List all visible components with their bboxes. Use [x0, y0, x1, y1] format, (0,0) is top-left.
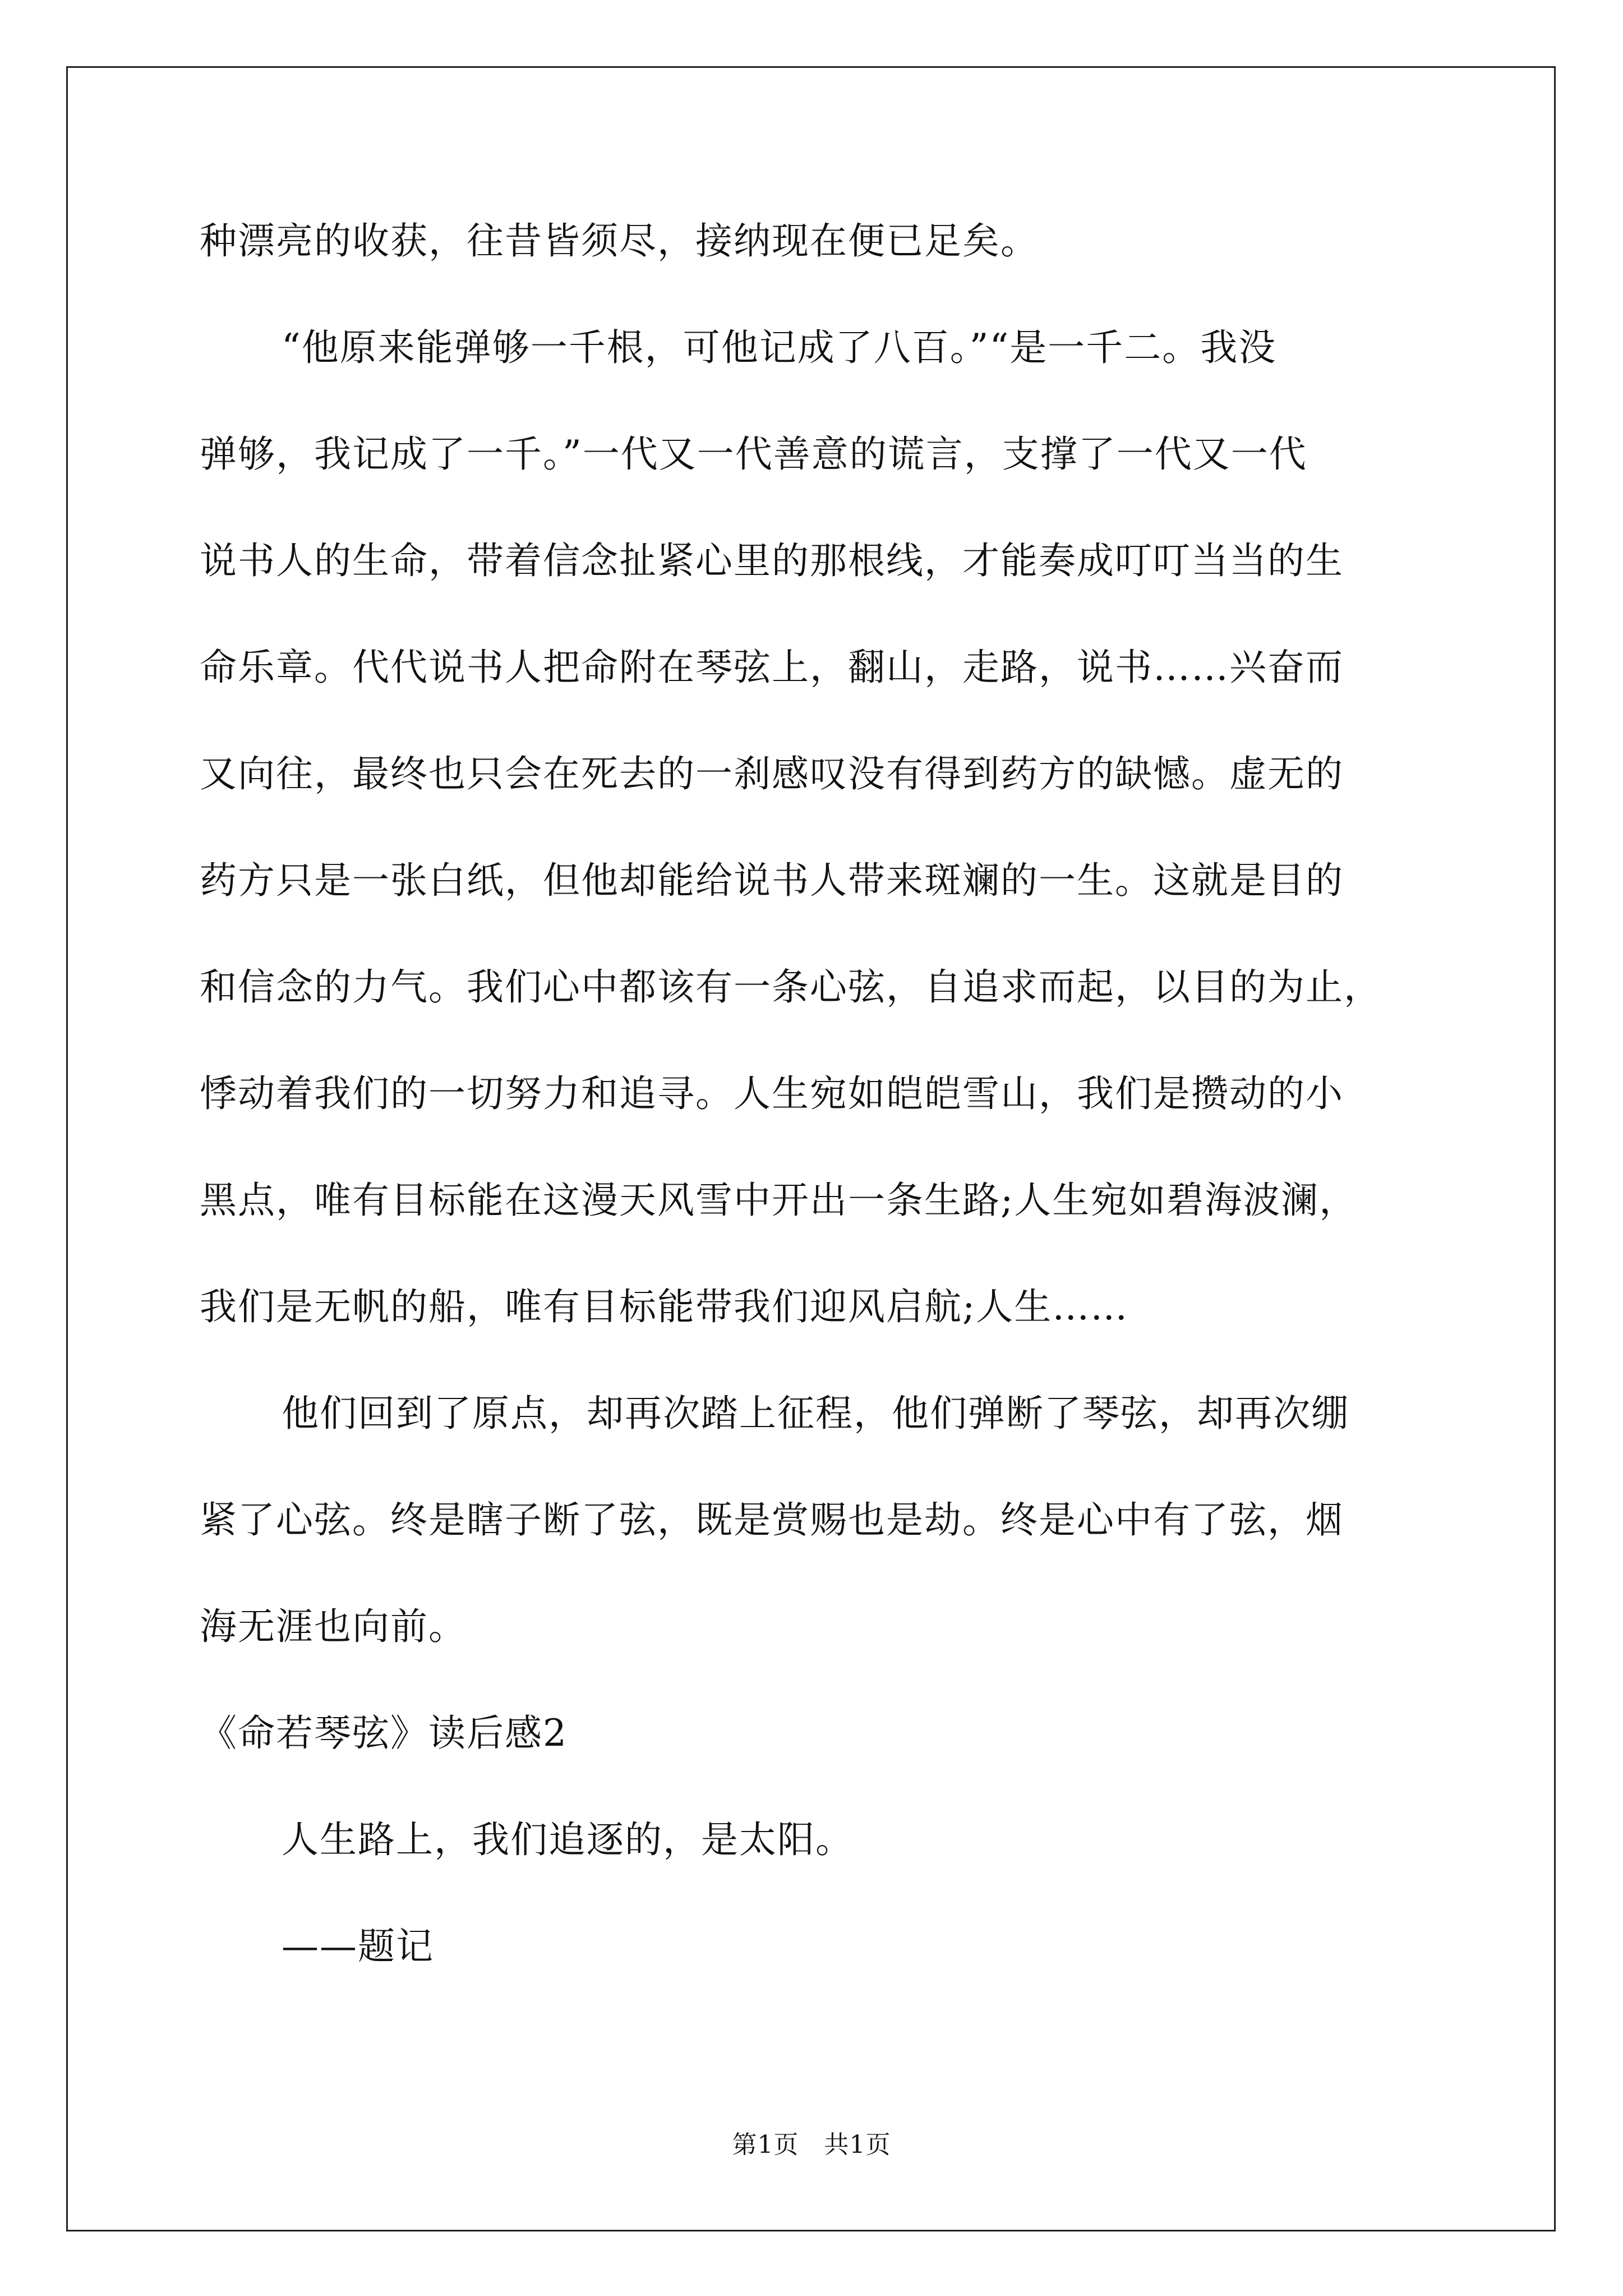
text-line: 弹够，我记成了一千。”一代又一代善意的谎言，支撑了一代又一代: [200, 432, 1307, 476]
text-line: 我们是无帆的船，唯有目标能带我们迎风启航;人生……: [200, 1285, 1129, 1328]
section-heading: 《命若琴弦》读后感2: [200, 1711, 568, 1755]
text-line: 种漂亮的收获，往昔皆须尽，接纳现在便已足矣。: [200, 219, 1039, 263]
text-line: 和信念的力气。我们心中都该有一条心弦，自追求而起，以目的为止，: [200, 965, 1382, 1009]
epigraph-attribution: ——题记: [282, 1925, 434, 1968]
text-line: 黑点，唯有目标能在这漫天风雪中开出一条生路;人生宛如碧海波澜，: [200, 1179, 1358, 1222]
epigraph-line: 人生路上，我们追逐的，是太阳。: [282, 1818, 854, 1861]
text-line: 命乐章。代代说书人把命附在琴弦上，翻山，走路，说书……兴奋而: [200, 646, 1344, 689]
page-footer: [0, 2129, 1623, 2161]
text-line: 说书人的生命，带着信念扯紧心里的那根线，才能奏成叮叮当当的生: [200, 539, 1344, 582]
text-line: 海无涯也向前。: [200, 1605, 467, 1648]
text-line: 又向往，最终也只会在死去的一刹感叹没有得到药方的缺憾。虚无的: [200, 752, 1344, 795]
page-number: 第1页: [732, 2131, 799, 2159]
paragraph-first-line: 他们回到了原点，却再次踏上征程，他们弹断了琴弦，却再次绷: [282, 1392, 1349, 1435]
page-total: 共1页: [824, 2131, 891, 2159]
text-line: 悸动着我们的一切努力和追寻。人生宛如皑皑雪山，我们是攒动的小: [200, 1072, 1344, 1115]
paragraph-first-line: “他原来能弹够一千根，可他记成了八百。”“是一千二。我没: [282, 326, 1277, 369]
text-line: 紧了心弦。终是瞎子断了弦，既是赏赐也是劫。终是心中有了弦，烟: [200, 1498, 1344, 1542]
text-line: 药方只是一张白纸，但他却能给说书人带来斑斓的一生。这就是目的: [200, 859, 1344, 902]
page-border: [66, 66, 1556, 2231]
